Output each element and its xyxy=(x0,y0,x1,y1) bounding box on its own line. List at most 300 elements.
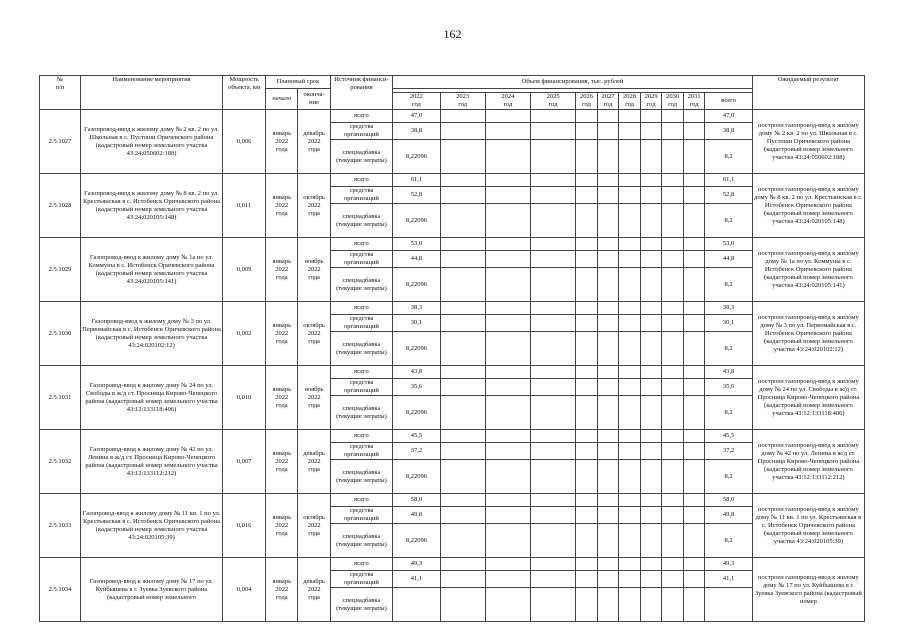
empty-cell xyxy=(640,187,662,204)
expected-result: построен газопровод-ввод к жилому дому № 3 по ул. Первомайская в с. Истобенск Оричевского района (кадастровый номер земельного участка 43:24:020102:12) xyxy=(752,302,864,366)
total-value: 8,2 xyxy=(705,332,752,366)
empty-cell xyxy=(640,123,662,140)
expected-result: построен газопровод-ввод к жилому дому № 1а по ул. Коммуны в с. Истобенск Оричевского района (кадастровый номер земельного участка 43:24:020105:141) xyxy=(752,238,864,302)
empty-cell xyxy=(662,110,684,123)
empty-cell xyxy=(619,366,641,379)
empty-cell xyxy=(485,174,530,187)
event-name: Газопровод-ввод к жилому дому № 17 по ул. Куйбышева в г. Зуевка Зуевского района (кадастровый номер земельного xyxy=(80,558,222,622)
empty-cell xyxy=(597,430,619,443)
empty-cell xyxy=(662,494,684,507)
empty-cell xyxy=(597,238,619,251)
event-name: Газопровод-ввод к жилому дому № 42 по ул. Ленина в ж/д ст. Просница Кирово-Чепецкого района (кадастровый номер земельного участка 43:12:133112:212) xyxy=(80,430,222,494)
empty-cell xyxy=(485,443,530,460)
empty-cell xyxy=(440,588,485,622)
empty-cell xyxy=(597,588,619,622)
empty-cell xyxy=(485,268,530,302)
empty-cell xyxy=(531,238,576,251)
year-2022-value: 8,22096 xyxy=(393,140,440,174)
header-name: Наименование мероприятия xyxy=(80,76,222,110)
empty-cell xyxy=(531,204,576,238)
total-value: 8,2 xyxy=(705,524,752,558)
empty-cell xyxy=(440,238,485,251)
empty-cell xyxy=(576,302,598,315)
empty-cell xyxy=(662,251,684,268)
year-2022-value: 41,1 xyxy=(393,571,440,588)
empty-cell xyxy=(619,238,641,251)
header-volume: Объем финансирования, тыс. рублей xyxy=(393,76,753,89)
empty-cell xyxy=(683,558,705,571)
term-end: декабрь 2022 года xyxy=(298,110,330,174)
table-row xyxy=(40,110,865,123)
empty-cell xyxy=(683,443,705,460)
empty-cell xyxy=(440,251,485,268)
header-year: 2031 год xyxy=(683,93,705,110)
empty-cell xyxy=(683,204,705,238)
source-cell: средства организаций xyxy=(330,123,392,140)
header-year: 2023 год xyxy=(440,93,485,110)
year-2022-value: 8,22096 xyxy=(393,332,440,366)
empty-cell xyxy=(531,315,576,332)
source-cell: спецнадбавка (текущие затраты) xyxy=(330,140,392,174)
empty-cell xyxy=(440,302,485,315)
year-2022-value: 44,8 xyxy=(393,251,440,268)
empty-cell xyxy=(640,268,662,302)
total-value: 49,8 xyxy=(705,507,752,524)
expected-result: построен газопровод-ввод к жилому дому № 42 по ул. Ленина в ж/д ст. Просница Кирово-Чепецкого района (кадастровый номер земельного участка 43:12:133112:212) xyxy=(752,430,864,494)
empty-cell xyxy=(683,379,705,396)
empty-cell xyxy=(531,174,576,187)
total-value: 58,0 xyxy=(705,494,752,507)
empty-cell xyxy=(576,110,598,123)
empty-cell xyxy=(640,174,662,187)
empty-cell xyxy=(597,123,619,140)
capacity-value: 0,006 xyxy=(223,110,266,174)
empty-cell xyxy=(485,507,530,524)
empty-cell xyxy=(531,379,576,396)
empty-cell xyxy=(597,507,619,524)
total-value: 44,8 xyxy=(705,251,752,268)
empty-cell xyxy=(597,174,619,187)
empty-cell xyxy=(531,302,576,315)
row-number: 2.5.1028 xyxy=(40,174,81,238)
empty-cell xyxy=(531,571,576,588)
empty-cell xyxy=(619,187,641,204)
year-2022-value: 43,8 xyxy=(393,366,440,379)
empty-cell xyxy=(440,430,485,443)
empty-cell xyxy=(531,460,576,494)
empty-cell xyxy=(440,123,485,140)
row-number: 2.5.1029 xyxy=(40,238,81,302)
expected-result: построен газопровод-ввод к жилому дому № 24 по ул. Свободы в ж/д ст. Просница Кирово-Чепецкого района (кадастровый номер земельного участка 43:12:133118:406) xyxy=(752,366,864,430)
empty-cell xyxy=(485,204,530,238)
empty-cell xyxy=(597,524,619,558)
empty-cell xyxy=(531,140,576,174)
empty-cell xyxy=(683,251,705,268)
empty-cell xyxy=(531,430,576,443)
empty-cell xyxy=(597,302,619,315)
year-2022-value: 49,3 xyxy=(393,558,440,571)
header-year: 2026 год xyxy=(576,93,598,110)
empty-cell xyxy=(683,140,705,174)
term-end: октябрь 2022 года xyxy=(298,494,330,558)
empty-cell xyxy=(485,379,530,396)
empty-cell xyxy=(662,571,684,588)
header-num: № п/п xyxy=(40,76,81,110)
capacity-value: 0,009 xyxy=(223,238,266,302)
empty-cell xyxy=(531,507,576,524)
source-cell: средства организаций xyxy=(330,379,392,396)
table-row xyxy=(40,366,865,379)
source-cell: спецнадбавка (текущие затраты) xyxy=(330,268,392,302)
header-term: Плановый срок xyxy=(266,76,331,89)
source-cell: всего xyxy=(330,110,392,123)
year-2022-value: 35,6 xyxy=(393,379,440,396)
empty-cell xyxy=(576,332,598,366)
empty-cell xyxy=(440,140,485,174)
empty-cell xyxy=(597,366,619,379)
empty-cell xyxy=(619,332,641,366)
empty-cell xyxy=(531,366,576,379)
empty-cell xyxy=(662,187,684,204)
empty-cell xyxy=(531,443,576,460)
event-name: Газопровод-ввод к жилому дому № 1а по ул. Коммуны в с. Истобенск Оричевского района (кадастровый номер земельного участка 43:24:020105:141) xyxy=(80,238,222,302)
header-result: Ожидаемый результат xyxy=(752,76,864,110)
total-value: 49,3 xyxy=(705,558,752,571)
year-2022-value: 47,0 xyxy=(393,110,440,123)
empty-cell xyxy=(619,110,641,123)
empty-cell xyxy=(640,204,662,238)
empty-cell xyxy=(576,524,598,558)
empty-cell xyxy=(683,524,705,558)
header-year: 2027 год xyxy=(597,93,619,110)
empty-cell xyxy=(576,460,598,494)
source-cell: спецнадбавка (текущие затраты) xyxy=(330,396,392,430)
empty-cell xyxy=(619,302,641,315)
year-2022-value: 8,22096 xyxy=(393,204,440,238)
total-value: 38,8 xyxy=(705,123,752,140)
source-cell: средства организаций xyxy=(330,187,392,204)
empty-cell xyxy=(440,460,485,494)
source-cell: всего xyxy=(330,430,392,443)
financing-table xyxy=(39,75,865,622)
empty-cell xyxy=(576,443,598,460)
empty-cell xyxy=(485,460,530,494)
empty-cell xyxy=(576,315,598,332)
empty-cell xyxy=(576,494,598,507)
empty-cell xyxy=(576,558,598,571)
empty-cell xyxy=(485,588,530,622)
empty-cell xyxy=(440,366,485,379)
empty-cell xyxy=(440,187,485,204)
total-value: 38,3 xyxy=(705,302,752,315)
empty-cell xyxy=(662,396,684,430)
source-cell: средства организаций xyxy=(330,443,392,460)
term-start: январь 2022 года xyxy=(266,174,298,238)
empty-cell xyxy=(440,524,485,558)
empty-cell xyxy=(485,238,530,251)
year-2022-value: 45,5 xyxy=(393,430,440,443)
total-value: 8,2 xyxy=(705,396,752,430)
empty-cell xyxy=(662,524,684,558)
empty-cell xyxy=(619,396,641,430)
source-cell: спецнадбавка (текущие затраты) xyxy=(330,204,392,238)
term-start: январь 2022 года xyxy=(266,430,298,494)
table-row xyxy=(40,174,865,187)
empty-cell xyxy=(662,558,684,571)
empty-cell xyxy=(662,460,684,494)
header-term-end: оконча- ние xyxy=(298,89,330,110)
term-end: октябрь 2022 года xyxy=(298,174,330,238)
empty-cell xyxy=(485,123,530,140)
empty-cell xyxy=(485,366,530,379)
year-2022-value: 30,1 xyxy=(393,315,440,332)
empty-cell xyxy=(662,268,684,302)
event-name: Газопровод-ввод к жилому дому № 24 по ул. Свободы в ж/д ст. Просница Кирово-Чепецкого района (кадастровый номер земельного участка 43:12:133118:406) xyxy=(80,366,222,430)
empty-cell xyxy=(619,430,641,443)
source-cell: спецнадбавка (текущие затраты) xyxy=(330,332,392,366)
empty-cell xyxy=(619,315,641,332)
total-value: 45,5 xyxy=(705,430,752,443)
empty-cell xyxy=(640,571,662,588)
table-row xyxy=(40,430,865,443)
empty-cell xyxy=(576,571,598,588)
empty-cell xyxy=(683,123,705,140)
empty-cell xyxy=(485,524,530,558)
empty-cell xyxy=(662,332,684,366)
empty-cell xyxy=(440,558,485,571)
term-end: декабрь 2022 года xyxy=(298,430,330,494)
capacity-value: 0,010 xyxy=(223,366,266,430)
year-2022-value: 53,0 xyxy=(393,238,440,251)
source-cell: средства организаций xyxy=(330,571,392,588)
empty-cell xyxy=(440,379,485,396)
year-2022-value: 8,22096 xyxy=(393,396,440,430)
empty-cell xyxy=(640,507,662,524)
source-cell: средства организаций xyxy=(330,251,392,268)
empty-cell xyxy=(619,268,641,302)
empty-cell xyxy=(597,110,619,123)
empty-cell xyxy=(640,396,662,430)
empty-cell xyxy=(640,379,662,396)
empty-cell xyxy=(619,494,641,507)
empty-cell xyxy=(576,396,598,430)
header-year: 2025 год xyxy=(531,93,576,110)
empty-cell xyxy=(597,571,619,588)
year-2022-value: 52,8 xyxy=(393,187,440,204)
empty-cell xyxy=(662,204,684,238)
empty-cell xyxy=(662,174,684,187)
empty-cell xyxy=(619,443,641,460)
empty-cell xyxy=(597,332,619,366)
capacity-value: 0,004 xyxy=(223,558,266,622)
empty-cell xyxy=(485,430,530,443)
capacity-value: 0,007 xyxy=(223,430,266,494)
expected-result: построен газопровод-ввод к жилому дому № 8 кв. 2 по ул. Крестьянская в с. Истобенск Оричевского района (кадастровый номер земельного участка 43:24:020105:148) xyxy=(752,174,864,238)
total-value: 8,2 xyxy=(705,460,752,494)
empty-cell xyxy=(640,302,662,315)
empty-cell xyxy=(597,396,619,430)
empty-cell xyxy=(597,204,619,238)
header-row-1 xyxy=(40,76,865,89)
year-2022-value: 58,0 xyxy=(393,494,440,507)
total-value: 8,2 xyxy=(705,204,752,238)
empty-cell xyxy=(683,460,705,494)
source-cell: средства организаций xyxy=(330,315,392,332)
empty-cell xyxy=(683,507,705,524)
row-number: 2.5.1030 xyxy=(40,302,81,366)
empty-cell xyxy=(531,396,576,430)
empty-cell xyxy=(662,302,684,315)
year-2022-value: 37,2 xyxy=(393,443,440,460)
empty-cell xyxy=(531,268,576,302)
empty-cell xyxy=(683,494,705,507)
year-2022-value: 61,1 xyxy=(393,174,440,187)
term-start: январь 2022 года xyxy=(266,110,298,174)
empty-cell xyxy=(662,366,684,379)
header-capacity: Мощность объекта, км xyxy=(223,76,266,110)
table-row xyxy=(40,494,865,507)
total-value: 43,8 xyxy=(705,366,752,379)
empty-cell xyxy=(531,494,576,507)
empty-cell xyxy=(597,494,619,507)
empty-cell xyxy=(576,507,598,524)
empty-cell xyxy=(440,110,485,123)
empty-cell xyxy=(576,379,598,396)
empty-cell xyxy=(485,396,530,430)
empty-cell xyxy=(619,507,641,524)
empty-cell xyxy=(619,558,641,571)
header-total: всего xyxy=(705,93,752,110)
source-cell: всего xyxy=(330,238,392,251)
header-year: 2022 год xyxy=(393,93,440,110)
empty-cell xyxy=(619,571,641,588)
empty-cell xyxy=(683,302,705,315)
empty-cell xyxy=(619,460,641,494)
empty-cell xyxy=(640,238,662,251)
term-start: январь 2022 года xyxy=(266,238,298,302)
empty-cell xyxy=(683,366,705,379)
empty-cell xyxy=(662,315,684,332)
expected-result: построен газопровод-ввод к жилому дому № 2 кв. 2 по ул. Школьная в с. Пустоши Оричевского района (кадастровый номер земельного участка 43:24:050602:188) xyxy=(752,110,864,174)
empty-cell xyxy=(440,494,485,507)
empty-cell xyxy=(531,123,576,140)
empty-cell xyxy=(576,140,598,174)
event-name: Газопровод-ввод к жилому дому № 8 кв. 2 по ул. Крестьянская в с. Истобенск Оричевского района (кадастровый номер земельного участка 43:24:020105:148) xyxy=(80,174,222,238)
empty-cell xyxy=(640,430,662,443)
empty-cell xyxy=(619,524,641,558)
term-start: январь 2022 года xyxy=(266,494,298,558)
year-2022-value: 8,22096 xyxy=(393,460,440,494)
empty-cell xyxy=(485,571,530,588)
empty-cell xyxy=(531,332,576,366)
capacity-value: 0,002 xyxy=(223,302,266,366)
empty-cell xyxy=(619,174,641,187)
source-cell: средства организаций xyxy=(330,507,392,524)
empty-cell xyxy=(531,558,576,571)
term-start: январь 2022 года xyxy=(266,302,298,366)
empty-cell xyxy=(683,187,705,204)
empty-cell xyxy=(683,430,705,443)
total-value: 8,2 xyxy=(705,268,752,302)
year-2022-value: 8,22096 xyxy=(393,524,440,558)
empty-cell xyxy=(485,140,530,174)
empty-cell xyxy=(440,174,485,187)
source-cell: спецнадбавка (текущие затраты) xyxy=(330,588,392,622)
empty-cell xyxy=(440,571,485,588)
empty-cell xyxy=(640,460,662,494)
empty-cell xyxy=(640,366,662,379)
empty-cell xyxy=(683,315,705,332)
empty-cell xyxy=(662,123,684,140)
empty-cell xyxy=(597,268,619,302)
capacity-value: 0,011 xyxy=(223,174,266,238)
empty-cell xyxy=(662,430,684,443)
empty-cell xyxy=(683,588,705,622)
empty-cell xyxy=(485,187,530,204)
table-body xyxy=(40,110,865,622)
empty-cell xyxy=(619,588,641,622)
expected-result: построен газопровод-ввод к жилому дому № 17 по ул. Куйбышева в г. Зуевка Зуевского района (кадастровый номер xyxy=(752,558,864,622)
term-end: декабрь 2022 года xyxy=(298,558,330,622)
empty-cell xyxy=(440,315,485,332)
empty-cell xyxy=(531,187,576,204)
event-name: Газопровод-ввод к жилому дому № 3 по ул. Первомайская в с. Истобенск Оричевского района (кадастровый номер земельного участка 43:24:020102:12) xyxy=(80,302,222,366)
total-value: 8,2 xyxy=(705,140,752,174)
empty-cell xyxy=(683,174,705,187)
empty-cell xyxy=(485,494,530,507)
event-name: Газопровод-ввод к жилому дому № 11 кв. 1 по ул. Крестьянская в с. Истобенск Оричевского района (кадастровый номер земельного участка 43:24:020105:39) xyxy=(80,494,222,558)
empty-cell xyxy=(485,558,530,571)
empty-cell xyxy=(440,443,485,460)
empty-cell xyxy=(619,379,641,396)
term-start: январь 2022 года xyxy=(266,558,298,622)
table-row xyxy=(40,302,865,315)
empty-cell xyxy=(576,366,598,379)
event-name: Газопровод-ввод к жилому дому № 2 кв. 2 по ул. Школьная в с. Пустоши Оричевского района (кадастровый номер земельного участка 43:24:050602:188) xyxy=(80,110,222,174)
row-number: 2.5.1033 xyxy=(40,494,81,558)
header-year: 2024 год xyxy=(485,93,530,110)
empty-cell xyxy=(576,430,598,443)
empty-cell xyxy=(640,251,662,268)
empty-cell xyxy=(640,494,662,507)
row-number: 2.5.1031 xyxy=(40,366,81,430)
empty-cell xyxy=(440,268,485,302)
header-year: 2029 год xyxy=(640,93,662,110)
empty-cell xyxy=(531,524,576,558)
total-value: 35,6 xyxy=(705,379,752,396)
empty-cell xyxy=(597,460,619,494)
empty-cell xyxy=(683,571,705,588)
header-term-start: начало xyxy=(266,89,298,110)
year-2022-value: 38,8 xyxy=(393,123,440,140)
term-end: октябрь 2022 года xyxy=(298,302,330,366)
empty-cell xyxy=(662,588,684,622)
empty-cell xyxy=(440,507,485,524)
total-value xyxy=(705,588,752,622)
empty-cell xyxy=(640,443,662,460)
year-2022-value xyxy=(393,588,440,622)
empty-cell xyxy=(662,238,684,251)
empty-cell xyxy=(576,174,598,187)
source-cell: всего xyxy=(330,366,392,379)
empty-cell xyxy=(619,123,641,140)
empty-cell xyxy=(531,588,576,622)
source-cell: всего xyxy=(330,174,392,187)
total-value: 37,2 xyxy=(705,443,752,460)
row-number: 2.5.1034 xyxy=(40,558,81,622)
header-year: 2028 год xyxy=(619,93,641,110)
empty-cell xyxy=(440,204,485,238)
